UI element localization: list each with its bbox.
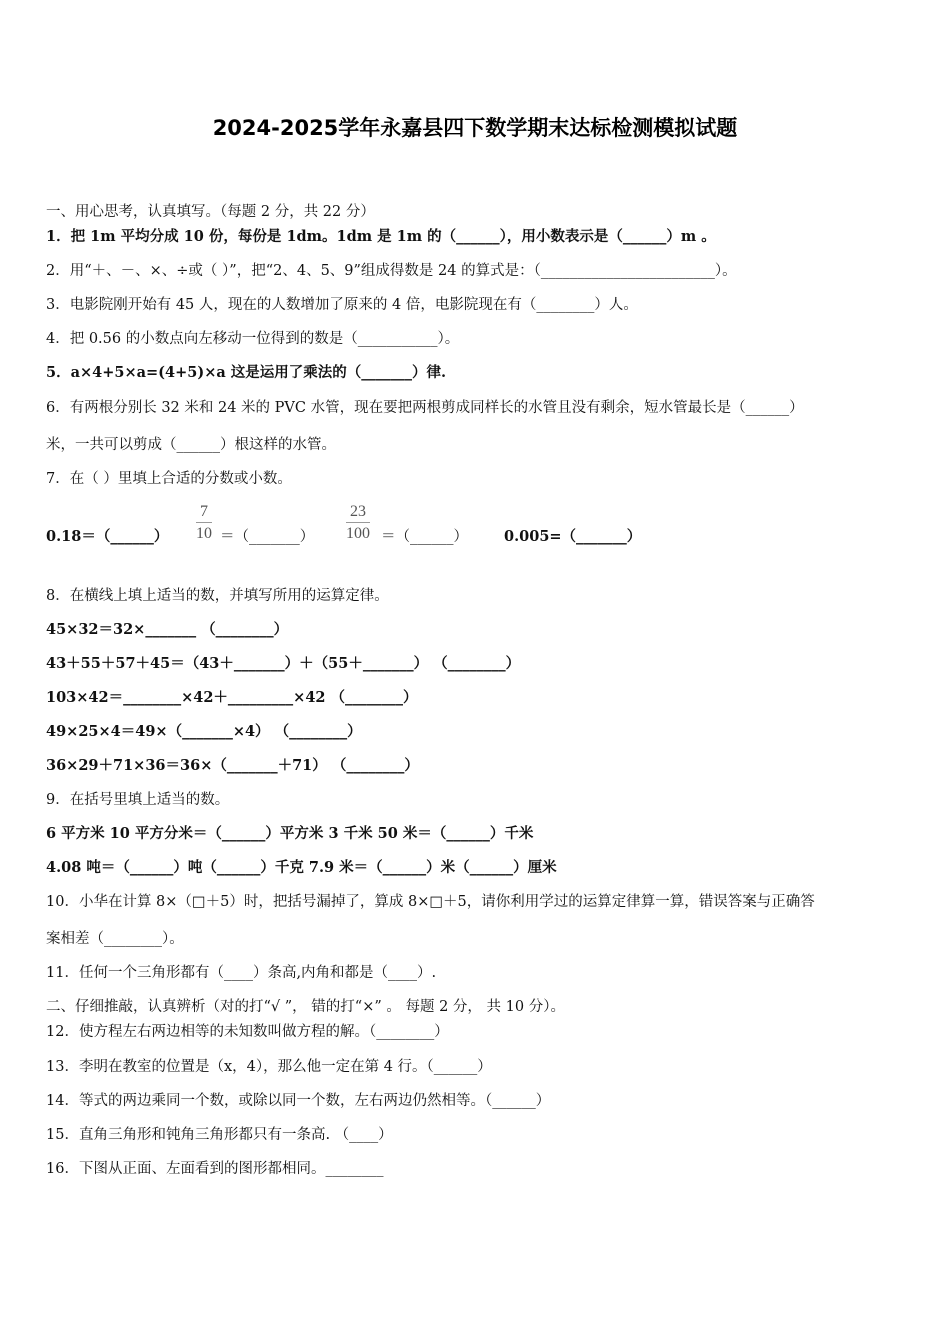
question-6-line1: 6．有两根分别长 32 米和 24 米的 PVC 水管，现在要把两根剪成同样长的水管且没有剩余，短水管最长是（______）	[46, 400, 804, 416]
question-9-prompt: 9．在括号里填上适当的数。	[46, 792, 230, 808]
question-9-row2: 4.08 吨＝（______）吨（______）千克 7.9 米＝（______）米（______）厘米	[46, 859, 557, 876]
question-7-item-frac1: ＝（_______）	[220, 529, 315, 545]
question-8-row: 43＋55＋57＋45＝（43＋_______）＋（55＋_______） （________）	[46, 655, 521, 672]
fraction-23-100: $\frac{23}{100}$	[346, 503, 370, 542]
question-4: 4．把 0.56 的小数点向左移动一位得到的数是（___________）。	[46, 331, 460, 347]
question-12: 12．使方程左右两边相等的未知数叫做方程的解。（________）	[46, 1024, 449, 1040]
question-5: 5．a×4+5×a=(4+5)×a 这是运用了乘法的（_______）律.	[46, 364, 447, 381]
question-13: 13．李明在教室的位置是（x，4），那么他一定在第 4 行。（______）	[46, 1059, 492, 1075]
question-11: 11．任何一个三角形都有（____）条高,内角和都是（____）.	[46, 965, 437, 981]
question-7-item-decimal: 0.18＝（______）	[46, 528, 169, 545]
question-7-item-decimal2: 0.005=（_______）	[504, 528, 642, 545]
question-15: 15．直角三角形和钝角三角形都只有一条高. （____）	[46, 1127, 393, 1143]
fraction-7-10: $\frac{7}{10}$	[196, 503, 212, 542]
question-9-row1: 6 平方米 10 平方分米＝（______）平方米 3 千米 50 米＝（______）千米	[46, 825, 534, 842]
question-7-prompt: 7．在（ ）里填上合适的分数或小数。	[46, 471, 292, 487]
question-2: 2．用“＋、－、×、÷或（ ）”，把“2、4、5、9”组成得数是 24 的算式是：（________________________）。	[46, 263, 737, 279]
question-7-item-frac2: ＝（______）	[381, 529, 468, 545]
question-8-prompt: 8．在横线上填上适当的数，并填写所用的运算定律。	[46, 588, 389, 604]
question-3: 3．电影院刚开始有 45 人，现在的人数增加了原来的 4 倍，电影院现在有（________）人。	[46, 297, 638, 313]
question-8-row: 45×32＝32×_______ （________）	[46, 621, 289, 638]
question-10-line1: 10．小华在计算 8×（□＋5）时，把括号漏掉了，算成 8×□＋5，请你利用学过的运算定律算一算，错误答案与正确答	[46, 894, 815, 910]
question-8-row: 49×25×4＝49×（_______×4） （________）	[46, 723, 362, 740]
question-14: 14．等式的两边乘同一个数，或除以同一个数，左右两边仍然相等。（______）	[46, 1093, 551, 1109]
question-8-row: 36×29＋71×36＝36×（_______＋71） （________）	[46, 757, 419, 774]
section1-heading: 一、用心思考，认真填写。（每题 2 分，共 22 分）	[46, 204, 375, 220]
question-8-row: 103×42＝________×42＋_________×42 （________）	[46, 689, 418, 706]
section2-heading: 二、仔细推敲，认真辨析（对的打“√ ”， 错的打“×” 。 每题 2 分， 共 10 分）。	[46, 999, 565, 1015]
question-10-line2: 案相差（________）。	[46, 931, 184, 947]
question-1: 1．把 1m 平均分成 10 份，每份是 1dm。1dm 是 1m 的（______），用小数表示是（______）m 。	[46, 228, 716, 245]
question-16: 16．下图从正面、左面看到的图形都相同。________	[46, 1161, 384, 1177]
exam-title: 2024-2025学年永嘉县四下数学期末达标检测模拟试题	[212, 116, 738, 140]
question-6-line2: 米，一共可以剪成（______）根这样的水管。	[46, 437, 336, 453]
